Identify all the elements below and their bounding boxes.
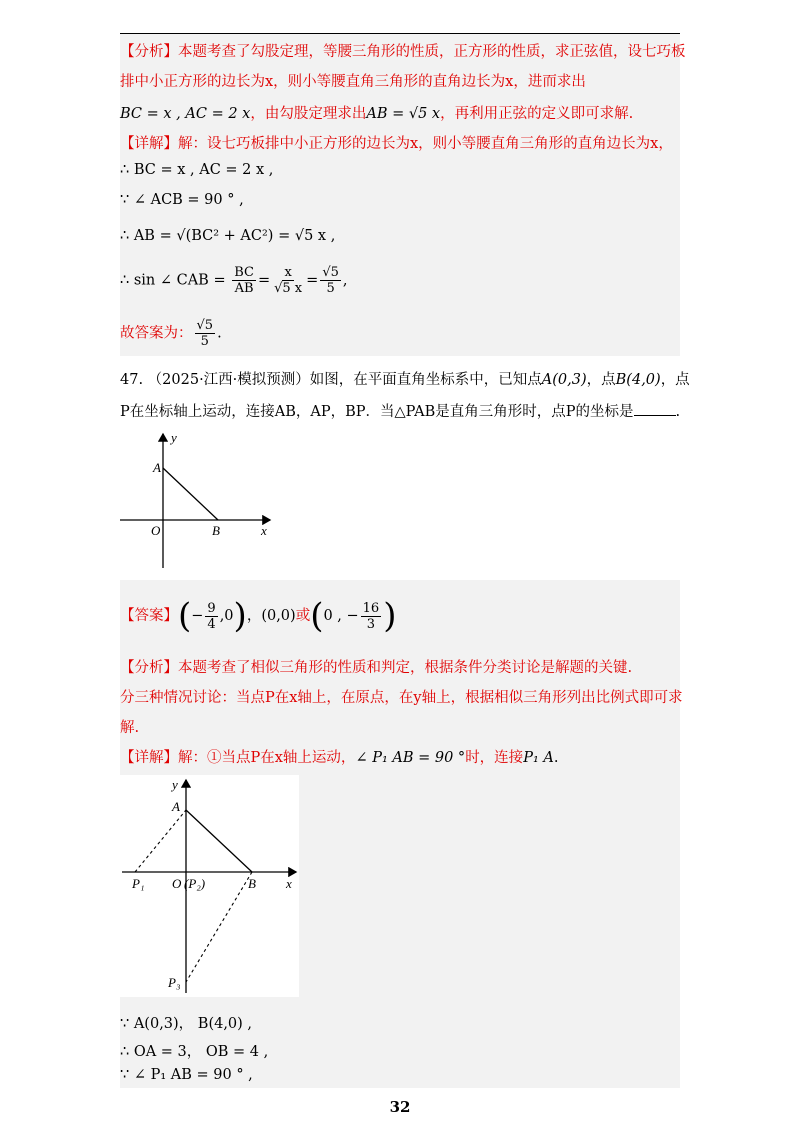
label-a: A bbox=[153, 460, 161, 475]
label-p2: (P₂) bbox=[184, 876, 206, 891]
page-number: 32 bbox=[389, 1098, 411, 1116]
step-1: ∴ BC = x , AC = 2 x , bbox=[120, 162, 274, 178]
segment-p1a bbox=[135, 810, 186, 872]
analysis-line-1: 【分析】本题考查了勾股定理，等腰三角形的性质，正方形的性质，求正弦值，设七巧板 bbox=[120, 44, 686, 60]
label-x: x bbox=[286, 876, 292, 891]
step-2: ∵ ∠ ACB = 90 ° , bbox=[120, 192, 244, 208]
label-o: O bbox=[151, 523, 161, 538]
analysis2-line-1: 【分析】本题考查了相似三角形的性质和判定，根据条件分类讨论是解题的关键. bbox=[120, 660, 633, 676]
answer-fraction-16-3: $\frac{16}{3}$ bbox=[362, 600, 380, 632]
step-4: ∴ sin ∠ CAB = $\frac{BC}{AB}$ = $\frac{x}{√5 x}$ = $\frac{√5}{5}$ , bbox=[120, 265, 348, 296]
fraction-x-root5x: $\frac{x}{√5 x}$ bbox=[274, 265, 303, 296]
step2-1: ∵ A(0,3)， B(4,0) , bbox=[120, 1016, 253, 1032]
figure-1-coordinate-plane bbox=[115, 428, 285, 573]
label-a: A bbox=[172, 799, 180, 814]
label-b: B bbox=[248, 876, 256, 891]
analysis-line-2: 排中小正方形的边长为x，则小等腰直角三角形的直角边长为x，进而求出 bbox=[120, 74, 586, 90]
analysis-line-3: BC = x , AC = 2 x，由勾股定理求出AB = √5 x，再利用正弦的定义即可求解. bbox=[120, 106, 634, 122]
fraction-bc-ab: $\frac{BC}{AB}$ bbox=[234, 265, 254, 296]
analysis2-line-2: 分三种情况讨论：当点P在x轴上，在原点，在y轴上，根据相似三角形列出比例式即可求 bbox=[120, 690, 683, 706]
fraction-root5-5: $\frac{√5}{5}$ bbox=[322, 265, 339, 296]
step2-2: ∴ OA = 3， OB = 4 , bbox=[120, 1044, 269, 1060]
step-3: ∴ AB = √(BC² + AC²) = √5 x , bbox=[120, 228, 336, 244]
question-source: （2025·江西·模拟预测） bbox=[147, 372, 310, 388]
question-line-2: P在坐标轴上运动，连接AB，AP，BP．当△PAB是直角三角形时，点P的坐标是 . bbox=[120, 404, 681, 420]
answer-line: 故答案为： $\frac{√5}{5}$ . bbox=[120, 318, 222, 349]
detail2-line-1: 【详解】解：①当点P在x轴上运动，∠ P₁ AB = 90 °时，连接P₁ A. bbox=[120, 750, 559, 766]
label-p1: P₁ bbox=[132, 876, 145, 891]
answer-fraction-9-4: $\frac{9}{4}$ bbox=[207, 600, 216, 632]
segment-ab bbox=[186, 810, 252, 872]
answer-row: 【答案】(− $\frac{9}{4}$ ,0)，(0,0)或(0 , − $\frac{16}{3}$ ) bbox=[120, 596, 397, 636]
answer-fraction: $\frac{√5}{5}$ bbox=[196, 318, 214, 349]
label-o: O bbox=[172, 876, 182, 891]
segment-ab bbox=[163, 468, 218, 520]
answer-blank bbox=[634, 403, 676, 416]
question-line-1: 47. （2025·江西·模拟预测）如图，在平面直角坐标系中，已知点A(0,3)，点B(4,0)，点 bbox=[120, 372, 690, 388]
label-y: y bbox=[171, 430, 177, 445]
analysis2-line-3: 解. bbox=[120, 720, 140, 736]
label-x: x bbox=[261, 523, 267, 538]
label-y: y bbox=[172, 777, 178, 792]
label-b: B bbox=[212, 523, 220, 538]
detail-line-1: 【详解】解：设七巧板排中小正方形的边长为x，则小等腰直角三角形的直角边长为x， bbox=[120, 136, 673, 152]
question-number: 47. bbox=[120, 372, 144, 388]
figure-2-coordinate-plane bbox=[120, 775, 299, 997]
answer-tag: 【答案】 bbox=[120, 608, 178, 624]
analysis-tag: 【分析】 bbox=[120, 44, 178, 60]
label-p3: P₃ bbox=[168, 975, 181, 990]
detail-tag: 【详解】 bbox=[120, 136, 178, 152]
step2-3: ∵ ∠ P₁ AB = 90 ° , bbox=[120, 1067, 253, 1083]
